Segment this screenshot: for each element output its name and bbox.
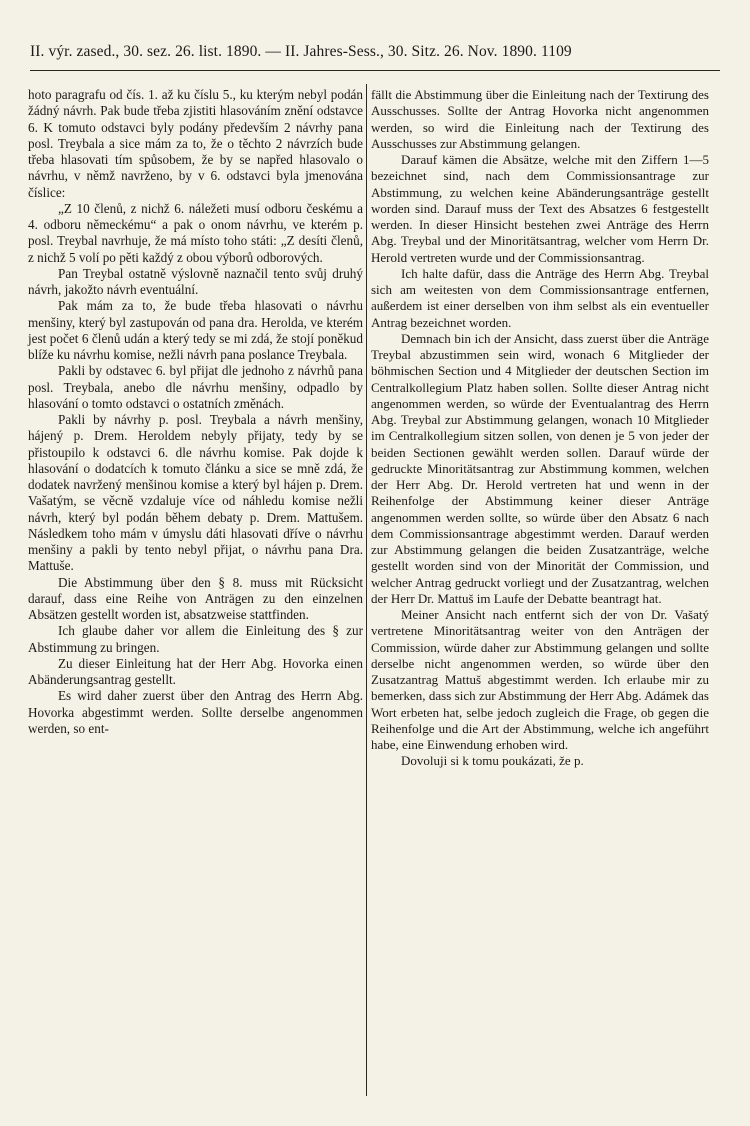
- paragraph: Pak mám za to, že bude třeba hlasovati o návrhu menšiny, který byl zastupován od pana dra. Herolda, ve kterém jest počet 6 členů udán a který tedy se mi zdá, že stojí poněkud blíže ku návrhu komise, nežli návrh pana poslance Treybala.: [28, 298, 363, 362]
- paragraph: Zu dieser Einleitung hat der Herr Abg. Hovorka einen Abänderungsantrag gestellt.: [28, 655, 363, 687]
- paragraph: Die Abstimmung über den § 8. muss mit Rücksicht darauf, dass eine Reihe von Anträgen zu den einzelnen Absätzen gestellt worden ist, absatzweise stattfinden.: [28, 574, 363, 622]
- left-column: [28, 87, 363, 737]
- paragraph: hoto paragrafu od čís. 1. až ku číslu 5., ku kterým nebyl podán žádný návrh. Pak bude třeba zjistiti hlasováním znění odstavce 6. K tomuto odstavci byly podány především 2 návrhy pana posl. Treybala a sice mám za to, že o těchto 2 návrzích bude třeba hlasovati tím spůsobem, že by se napřed hlasovalo o návrhu, v němž navrženo, by v 6. odstavci byla jmenována číslice:: [28, 87, 363, 200]
- paragraph: „Z 10 členů, z nichž 6. náležeti musí odboru českému a 4. odboru německému“ a pak o onom návrhu, ve kterém p. posl. Treybal navrhuje, že má místo toho státi: „Z desíti členů, z nichž 5 volí po pěti každý z obou výborů odborových.: [28, 200, 363, 265]
- paragraph: Demnach bin ich der Ansicht, dass zuerst über die Anträge Treybal abzustimmen sein wird, wonach 6 Mitglieder der böhmischen Section und 4 Mitglieder der deutschen Section im Centralkollegium Platz haben sollen. Sollte dieser Antrag nicht angenommen werden, so würde der Eventualantrag des Herrn Abg. Treybal zur Abstimmung gelangen, wonach 10 Mitglieder im Centralkollegium sitzen sollen, von denen je 5 von jeder der beiden Sectionen gewählt werden sollen. Darauf würde der gedruckte Minoritätsantrag zur Abstimmung kommen, welchen der Herr Abg. Dr. Herold vertreten hat und wenn in der Reihenfolge der Abstimmung keiner dieser Anträge angenommen werden sollte, so würde über den Absatz 6 nach dem Commissionsantrage abgestimmt werden. Darauf werden zur Abstimmung gelangen die beiden Zusatzanträge, welche gestellt worden sind von der Minorität der Commission, und welcher Antrag gedruckt vorliegt und der Zusatzantrag, welchen der Herr Dr. Mattuš im Laufe der Debatte beantragt hat.: [371, 330, 709, 606]
- paragraph: fällt die Abstimmung über die Einleitung nach der Textirung des Ausschusses. Sollte der Antrag Hovorka nicht angenommen werden, so wird die Einleitung nach der Textirung des Ausschusses zur Abstimmung gelangen.: [371, 87, 709, 151]
- column-divider: [366, 84, 367, 1096]
- paragraph: Dovoluji si k tomu poukázati, že p.: [401, 753, 584, 769]
- paragraph: Ich halte dafür, dass die Anträge des Herrn Abg. Treybal sich am weitesten von dem Commissionsantrage entfernen, außerdem ist einer derselben von ihm selbst als ein eventueller Antrag bezeichnet worden.: [371, 265, 709, 330]
- paragraph: Darauf kämen die Absätze, welche mit den Ziffern 1—5 bezeichnet sind, nach dem Commissionsantrage zur Abstimmung, zu welchen keine Abänderungsanträge gestellt worden sind. Darauf muss der Text des Absatzes 6 festgestellt werden. In dieser Hinsicht bestehen zwei Anträge des Herrn Abg. Treybal und der Minoritätsantrag, welcher vom Herrn Dr. Herold vertreten wurde und der Commissionsantrag.: [371, 152, 709, 265]
- paragraph: Pan Treybal ostatně výslovně naznačil tento svůj druhý návrh, jakožto návrh eventuální.: [28, 265, 363, 297]
- page-header: II. výr. zased., 30. sez. 26. list. 1890. — II. Jahres-Sess., 30. Sitz. 26. Nov. 1890. 1109: [30, 43, 572, 60]
- paragraph: Es wird daher zuerst über den Antrag des Herrn Abg. Hovorka abgestimmt werden. Sollte derselbe angenommen werden, so ent-: [28, 688, 363, 736]
- header-rule: [30, 70, 720, 71]
- paragraph: Pakli by odstavec 6. byl přijat dle jednoho z návrhů pana posl. Treybala, anebo dle návrhu menšiny, odpadlo by hlasování o tomto odstavci o ostatních změnách.: [28, 363, 363, 411]
- paragraph: Ich glaube daher vor allem die Einleitung des § zur Abstimmung zu bringen.: [28, 623, 363, 655]
- paragraph: Meiner Ansicht nach entfernt sich der von Dr. Vašatý vertretene Minoritätsantrag weiter von den Anträgen der Commission, würde daher zur Abstimmung gelangen und sollte derselbe nicht angenommen werden, so würde über den Zusatzantrag Mattuš abgestimmt werden. Ich erlaube mir zu bemerken, dass sich zur Abstimmung der Herr Abg. Adámek das Wort erbeten hat, selbe jedoch zugleich die Frage, ob gegen die Reihenfolge und die Art der Abstimmung, welche ich angeführt habe, eine Einwendung erhoben wird.: [371, 607, 709, 752]
- paragraph: Pakli by návrhy p. posl. Treybala a návrh menšiny, hájený p. Drem. Heroldem nebyly přijaty, tedy by se přistoupilo k odstavci 6. dle návrhu komise. Pak dojde k hlasování o dodatcích k tomuto článku a sice se mně zdá, že dodatek navržený menšinou komise a který byl hájen p. Drem. Vašatým, se věcně vzdaluje více od náhledu komise nežli návrh, který byl podán během debaty p. Drem. Mattušem. Následkem toho mám v úmyslu dáti hlasovati dříve o návrhu menšiny a pakli by tento nebyl přijat, o návrhu pana Dra. Mattuše.: [28, 412, 363, 574]
- right-column: [371, 87, 709, 770]
